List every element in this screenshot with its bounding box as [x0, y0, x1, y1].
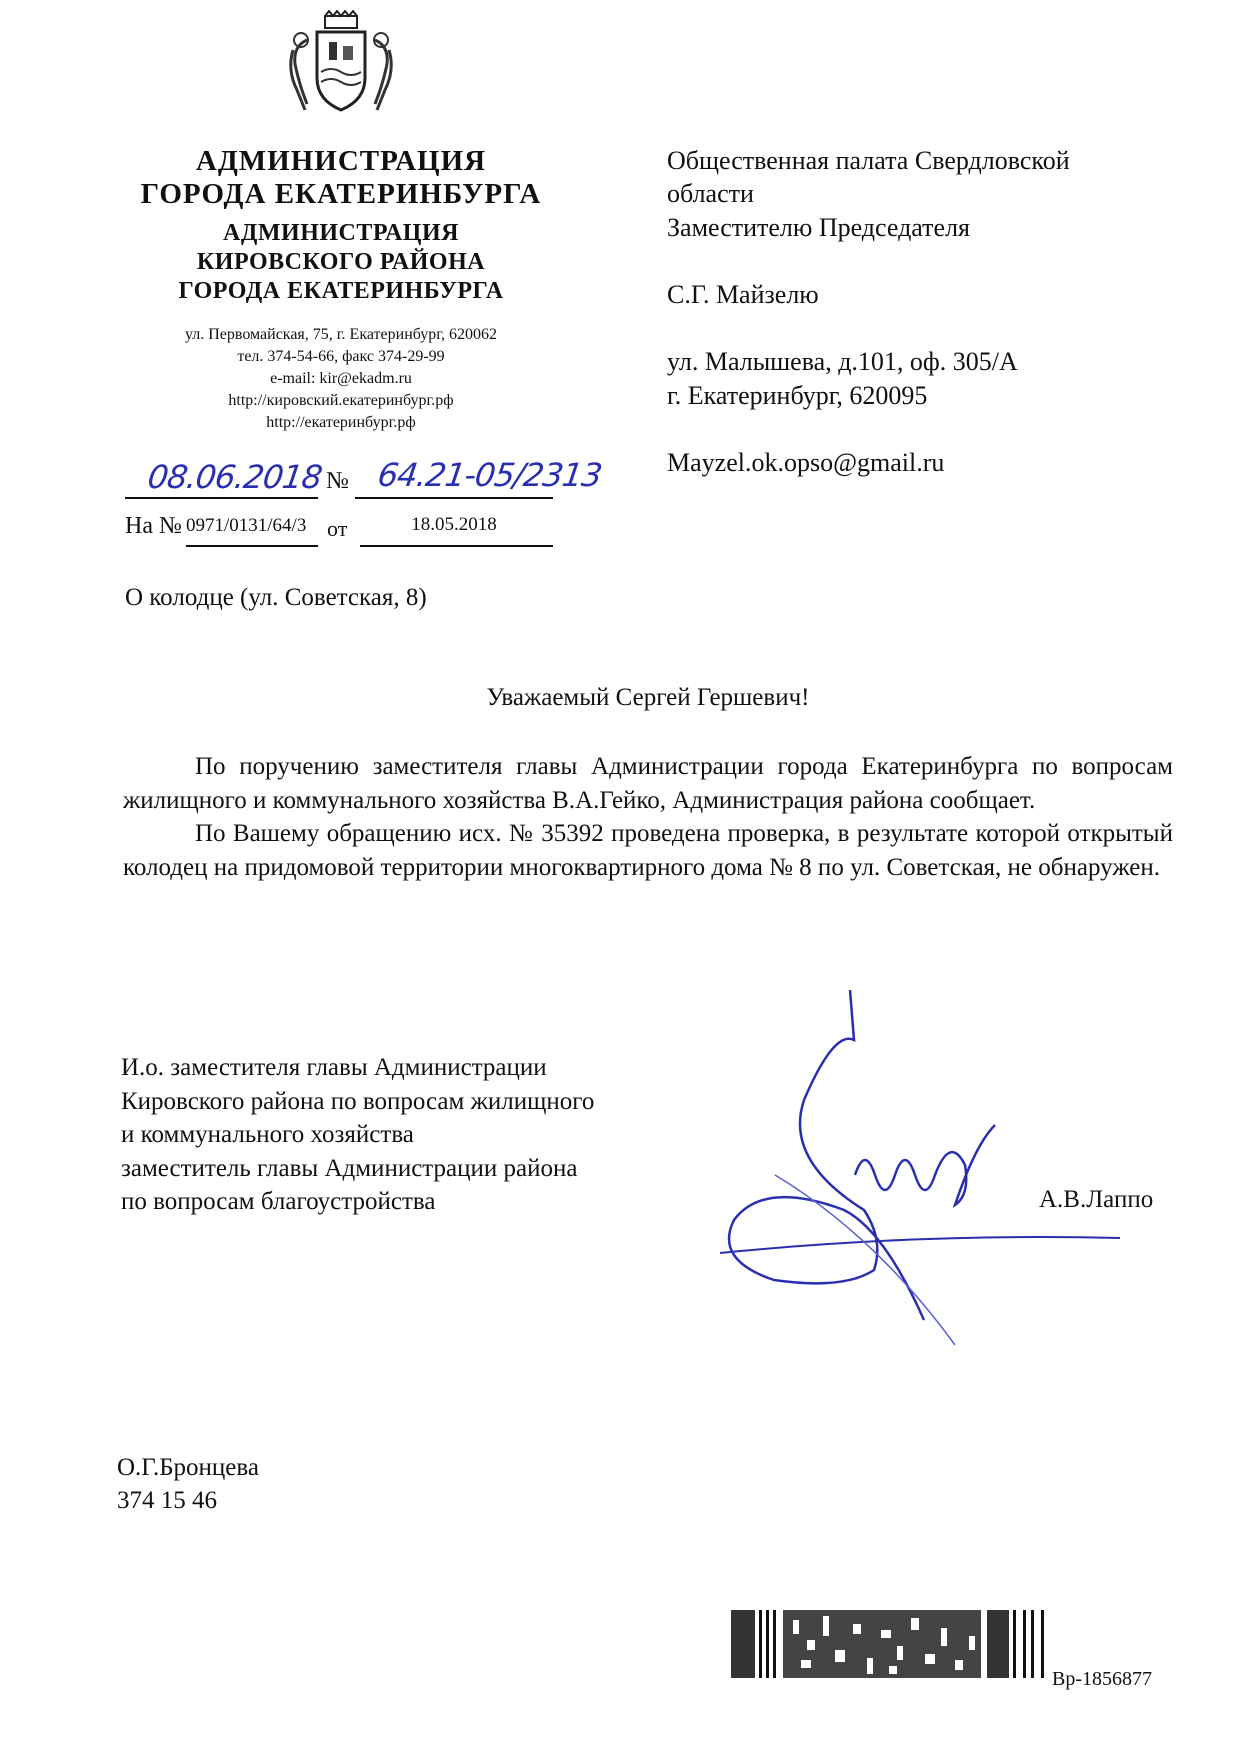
recipient-street: ул. Малышева, д.101, оф. 305/А [667, 347, 1018, 376]
signatory-title [121, 1051, 721, 1219]
recipient-email: Mayzel.ok.opso@gmail.ru [667, 448, 945, 477]
reply-date-underline [360, 545, 553, 547]
website-line: http://екатеринбург.рф [266, 414, 416, 431]
recipient-name: С.Г. Майзелю [667, 280, 819, 309]
recipient-org: Общественная палата Свердловской [667, 146, 1070, 175]
letterhead-city-admin: АДМИНИСТРАЦИЯ [195, 145, 487, 177]
reply-number: 0971/0131/64/3 [186, 515, 307, 536]
recipient-city: г. Екатеринбург, 620095 [667, 381, 928, 410]
signatory-title-line: заместитель главы Администрации района [121, 1154, 578, 1182]
letterhead-contacts [100, 324, 582, 434]
number-underline [355, 497, 553, 499]
date-underline [125, 497, 318, 499]
letterhead-district-city: ГОРОДА ЕКАТЕРИНБУРГА [178, 278, 504, 304]
website-line: http://кировский.екатеринбург.рф [228, 392, 454, 409]
signatory-title-line: И.о. заместителя главы Администрации [121, 1054, 547, 1081]
signatory-title-line: и коммунального хозяйства [121, 1121, 414, 1148]
executor-phone: 374 15 46 [117, 1487, 217, 1514]
signatory-title-line: по вопросам благоустройства [121, 1188, 436, 1215]
barcode-id: Вр-1856877 [1052, 1668, 1152, 1690]
body-paragraph: По поручению заместителя главы Администрации города Екатеринбурга по вопросам жилищного и коммунального хозяйства В.А.Гейко, Администрация района сообщает. [123, 753, 1173, 814]
coat-of-arms-emblem [285, 10, 397, 118]
greeting: Уважаемый Сергей Гершевич! [486, 684, 810, 711]
handwritten-signature [715, 985, 1135, 1360]
signatory-name: А.В.Лаппо [1039, 1186, 1154, 1213]
signatory-title-line: Кировского района по вопросам жилищного [121, 1087, 595, 1115]
executor-name: О.Г.Бронцева [117, 1454, 259, 1481]
outgoing-number: 64.21-05/2313 [375, 456, 604, 494]
phone-line: тел. 374-54-66, факс 374-29-99 [237, 348, 445, 365]
from-label: от [327, 516, 348, 541]
document-barcode [731, 1610, 1046, 1678]
body-paragraph: По Вашему обращению исх. № 35392 проведена проверка, в результате которой открытый колодец на придомовой территории многоквартирного дома № 8 по ул. Советская, не обнаружен. [123, 820, 1173, 881]
recipient-org-cont: области [667, 179, 754, 208]
reply-label: На № [125, 513, 182, 539]
email-line: e-mail: kir@ekadm.ru [270, 370, 412, 387]
recipient-position: Заместителю Председателя [667, 213, 971, 242]
number-label: № [326, 468, 349, 494]
reply-date: 18.05.2018 [411, 514, 497, 535]
letterhead-city-name: ГОРОДА ЕКАТЕРИНБУРГА [140, 178, 542, 210]
reply-number-underline [186, 545, 318, 547]
letterhead-district-admin: АДМИНИСТРАЦИЯ [223, 220, 459, 246]
letter-subject: О колодце (ул. Советская, 8) [125, 584, 427, 611]
address-line: ул. Первомайская, 75, г. Екатеринбург, 620062 [184, 326, 498, 343]
outgoing-date: 08.06.2018 [145, 458, 324, 496]
letter-body [123, 750, 1173, 884]
letterhead-district-name: КИРОВСКОГО РАЙОНА [196, 249, 486, 275]
